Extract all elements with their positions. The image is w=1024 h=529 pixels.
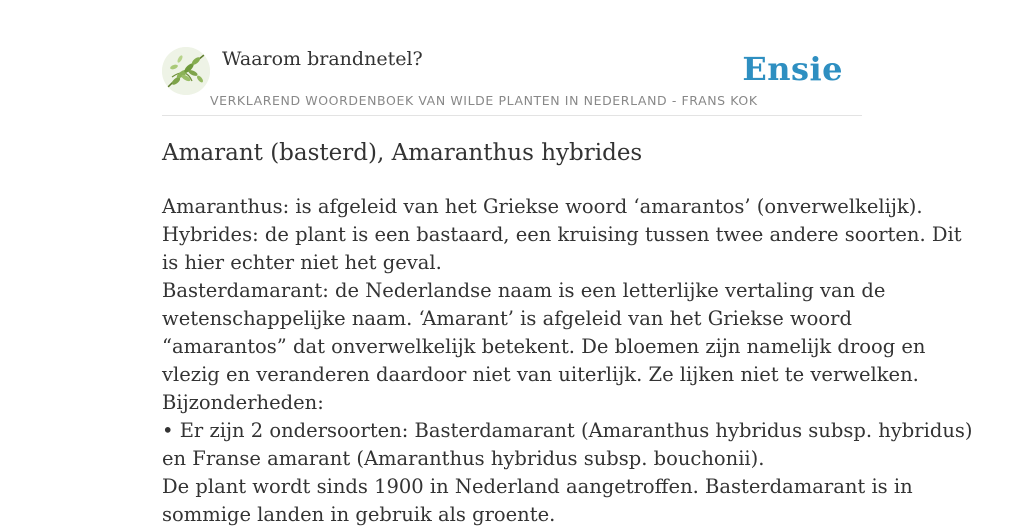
- entry-content: [162, 193, 973, 529]
- dictionary-subtitle[interactable]: VERKLAREND WOORDENBOEK VAN WILDE PLANTEN IN NEDERLAND - FRANS KOK: [210, 93, 758, 108]
- entry-title: Amarant (basterd), Amaranthus hybrides: [162, 140, 643, 166]
- content-line: sommige landen in gebruik als groente.: [162, 503, 556, 526]
- content-line: vlezig en veranderen daardoor niet van uiterlijk. Ze lijken niet te verwelken.: [162, 363, 919, 386]
- brand-logo[interactable]: Ensie: [742, 50, 843, 88]
- content-line: “amarantos” dat onverwelkelijk betekent. De bloemen zijn namelijk droog en: [162, 335, 926, 358]
- content-line: Basterdamarant: de Nederlandse naam is een letterlijke vertaling van de: [162, 279, 886, 302]
- content-line: wetenschappelijke naam. ‘Amarant’ is afgeleid van het Griekse woord: [162, 307, 852, 330]
- header: [162, 44, 862, 116]
- plant-leaves-icon[interactable]: [162, 47, 210, 95]
- content-line: De plant wordt sinds 1900 in Nederland aangetroffen. Basterdamarant is in: [162, 475, 913, 498]
- content-line: en Franse amarant (Amaranthus hybridus subsp. bouchonii).: [162, 447, 765, 470]
- content-line: Hybrides: de plant is een bastaard, een kruising tussen twee andere soorten. Dit: [162, 223, 962, 246]
- content-line: Bijzonderheden:: [162, 391, 324, 414]
- content-line: is hier echter niet het geval.: [162, 251, 442, 274]
- content-line: • Er zijn 2 ondersoorten: Basterdamarant (Amaranthus hybridus subsp. hybridus): [162, 419, 973, 442]
- content-line: Amaranthus: is afgeleid van het Griekse woord ‘amarantos’ (onverwelkelijk).: [162, 195, 923, 218]
- blog-title[interactable]: Waarom brandnetel?: [222, 48, 423, 70]
- header-divider: [162, 115, 862, 116]
